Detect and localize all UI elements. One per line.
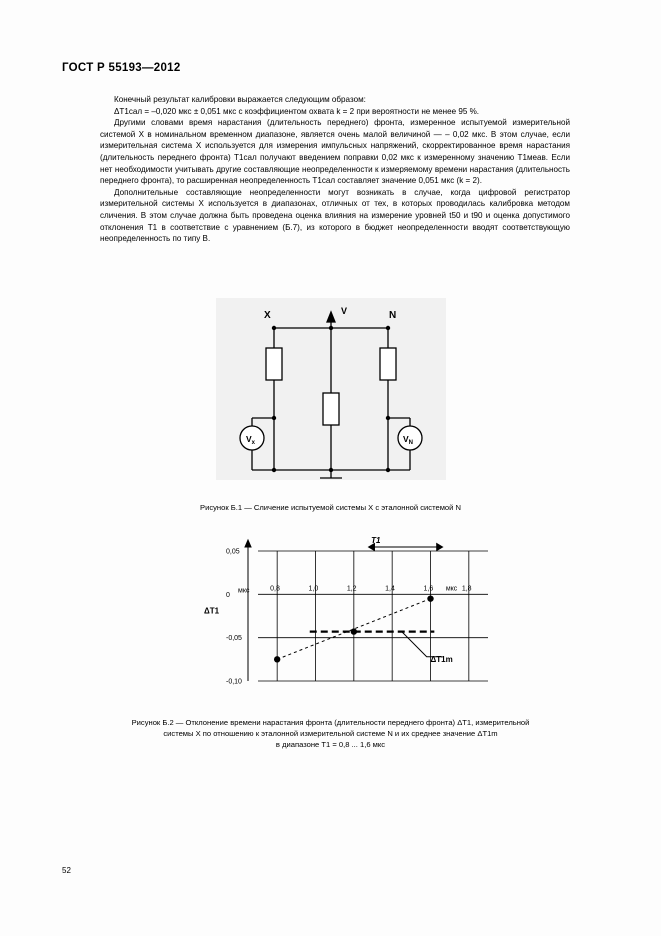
svg-text:-0,10: -0,10	[226, 678, 242, 686]
figure-2-caption-line1: Рисунок Б.2 — Отклонение времени нарастания фронта (длительности переднего фронта) ΔT1, измерительной	[131, 718, 530, 727]
figure-2-caption-line3: в диапазоне T1 = 0,8 ... 1,6 мкс	[275, 740, 386, 749]
figure-2-chart	[200, 535, 500, 700]
svg-text:1,0: 1,0	[308, 585, 319, 593]
svg-text:ΔT1m: ΔT1m	[430, 654, 453, 664]
svg-text:мкс: мкс	[445, 585, 458, 593]
paragraph-2: ΔT1сал = –0,020 мкс ± 0,051 мкс с коэффициентом охвата k = 2 при вероятности не менее 95 %.	[114, 106, 480, 116]
figure1-meter-x-label: $V_x$	[246, 434, 256, 446]
svg-text:1,8: 1,8	[461, 585, 472, 593]
svg-text:ΔT1: ΔT1	[204, 606, 220, 616]
figure-1-caption: Рисунок Б.1 — Сличение испытуемой системы X с эталонной системой N	[200, 503, 461, 512]
svg-text:1,2: 1,2	[346, 585, 357, 593]
svg-text:0: 0	[226, 591, 230, 599]
paragraph-1: Конечный результат калибровки выражается следующим образом:	[114, 95, 366, 104]
figure1-branch-x-label: X	[264, 310, 271, 321]
body-text	[100, 94, 570, 245]
svg-text:T1: T1	[371, 536, 381, 545]
svg-text:мкс: мкс	[238, 587, 250, 595]
svg-text:1,4: 1,4	[385, 585, 395, 593]
figure1-source-label: V	[341, 306, 348, 316]
figure-2-caption	[0, 717, 661, 750]
page-header: ГОСТ Р 55193—2012	[62, 62, 181, 74]
svg-text:-0,05: -0,05	[226, 635, 242, 643]
page-number: 52	[62, 866, 71, 875]
figure1-branch-n-label: N	[389, 310, 397, 321]
paragraph-3: Другими словами время нарастания (длительность переднего) фронта, измеренное испытуемой измерительной системой X в номинальном временном диапазоне, является очень малой величиной — – 0,02 мкс. В этом случае, если измерительная система X используется для измерения импульсных напряжений, скорректированное время нарастания (длительность переднего фронта) T1сал получают введением поправки 0,02 мкс к измеренному значению T1меав. Если нет необходимости учитывать другие составляющие неопределенности к измеряемому времени нарастания (длительность переднего фронта), то расширенная неопределенность T1сал составляет значение 0,051 мкс (k = 2).	[100, 118, 570, 186]
svg-text:0,05: 0,05	[226, 548, 240, 556]
svg-text:1,6: 1,6	[423, 585, 434, 593]
figure-1-circuit-diagram	[216, 298, 446, 480]
paragraph-4: Дополнительные составляющие неопределенности могут возникать в случае, когда цифровой регистратор измерительной системы X используется в диапазонах, отличных от тех, в которых проводилась калибровка методом сличения. В этом случае должна быть проведена оценка влияния на измерение уровней t50 и t90 и оценка допустимого отклонения T1 в соответствие с уравнением (Б.7), из которого в бюджет неопределенности вводят соответствующую неопределенность по типу B.	[100, 187, 570, 244]
figure1-meter-n-label: $V_N$	[403, 434, 414, 446]
figure-2-caption-line2: системы X по отношению к эталонной измерительной системе N и их среднее значение ΔT1m	[163, 729, 498, 738]
svg-text:0,8: 0,8	[270, 585, 280, 593]
